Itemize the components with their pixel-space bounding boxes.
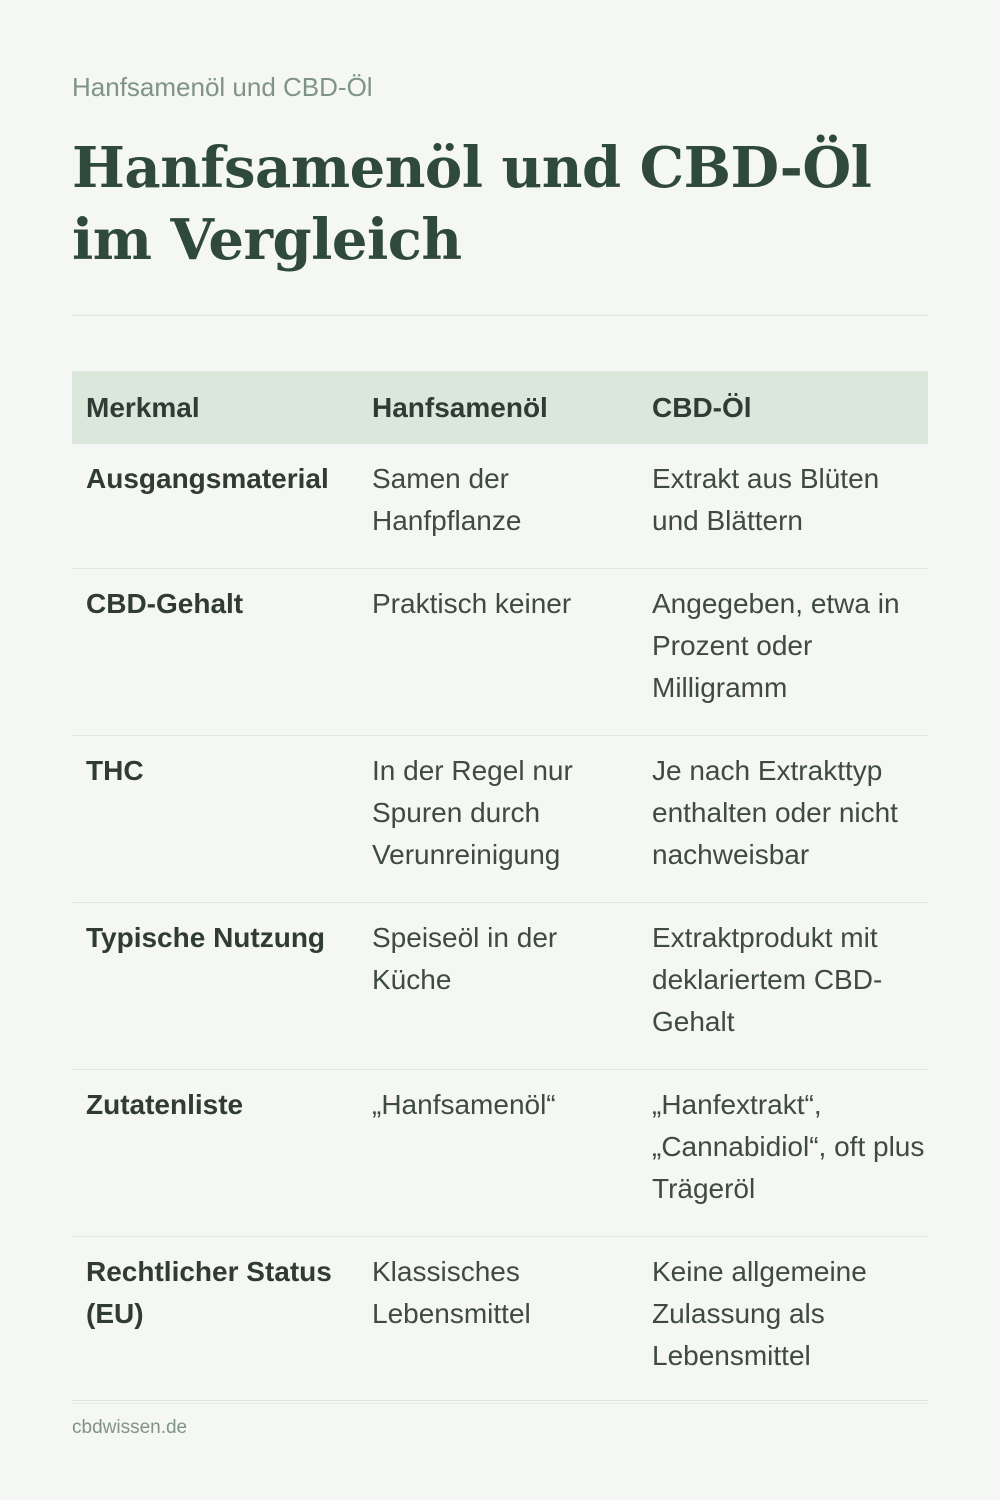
row-feature-cell: Ausgangsmaterial: [86, 463, 329, 494]
column-header-hemp-seed-oil: Hanfsamenöl: [372, 391, 548, 423]
row-cbd-oil-cell: Je nach Extrakttyp enthalten oder nicht nachweisbar: [652, 755, 898, 870]
row-hemp-seed-oil-cell: Praktisch keiner: [372, 588, 572, 619]
row-cbd-oil-cell: „Hanfextrakt“, „Cannabidiol“, oft plus Trägeröl: [652, 1089, 925, 1204]
row-hemp-seed-oil-cell: „Hanfsamenöl“: [372, 1089, 556, 1120]
row-hemp-seed-oil-cell: Samen der Hanfpflanze: [372, 463, 522, 536]
row-cbd-oil-cell: Keine allgemeine Zulassung als Lebensmittel: [652, 1256, 867, 1371]
table-row: [72, 1070, 928, 1237]
row-feature-cell: Typische Nutzung: [86, 922, 326, 953]
table-row: [72, 903, 928, 1070]
row-cbd-oil-cell: Extrakt aus Blüten und Blättern: [652, 463, 880, 536]
table-row: [72, 1237, 928, 1404]
row-feature-cell: CBD-Gehalt: [86, 588, 244, 619]
eyebrow-label: Hanfsamenöl und CBD-Öl: [72, 72, 373, 102]
row-hemp-seed-oil-cell: Speiseöl in der Küche: [372, 922, 558, 995]
row-cbd-oil-cell: Angegeben, etwa in Prozent oder Milligramm: [652, 588, 900, 703]
row-hemp-seed-oil-cell: In der Regel nur Spuren durch Verunreinigung: [372, 755, 573, 870]
table-row: [72, 736, 928, 903]
row-feature-cell: Zutatenliste: [86, 1089, 244, 1120]
row-cbd-oil-cell: Extraktprodukt mit deklariertem CBD-Gehalt: [652, 922, 883, 1037]
table-row: [72, 444, 928, 569]
divider-bottom: [72, 1400, 928, 1401]
page-title: Hanfsamenöl und CBD-Öl im Vergleich: [72, 135, 872, 273]
row-hemp-seed-oil-cell: Klassisches Lebensmittel: [372, 1256, 531, 1329]
column-header-feature: Merkmal: [86, 391, 200, 423]
row-feature-cell: Rechtlicher Status (EU): [86, 1256, 332, 1329]
comparison-table: [72, 371, 928, 1404]
divider-top: [72, 315, 928, 316]
row-feature-cell: THC: [86, 755, 144, 786]
table-row: [72, 569, 928, 736]
table-header-row: [72, 371, 928, 444]
footer-source: cbdwissen.de: [72, 1417, 188, 1438]
column-header-cbd-oil: CBD-Öl: [652, 391, 752, 423]
